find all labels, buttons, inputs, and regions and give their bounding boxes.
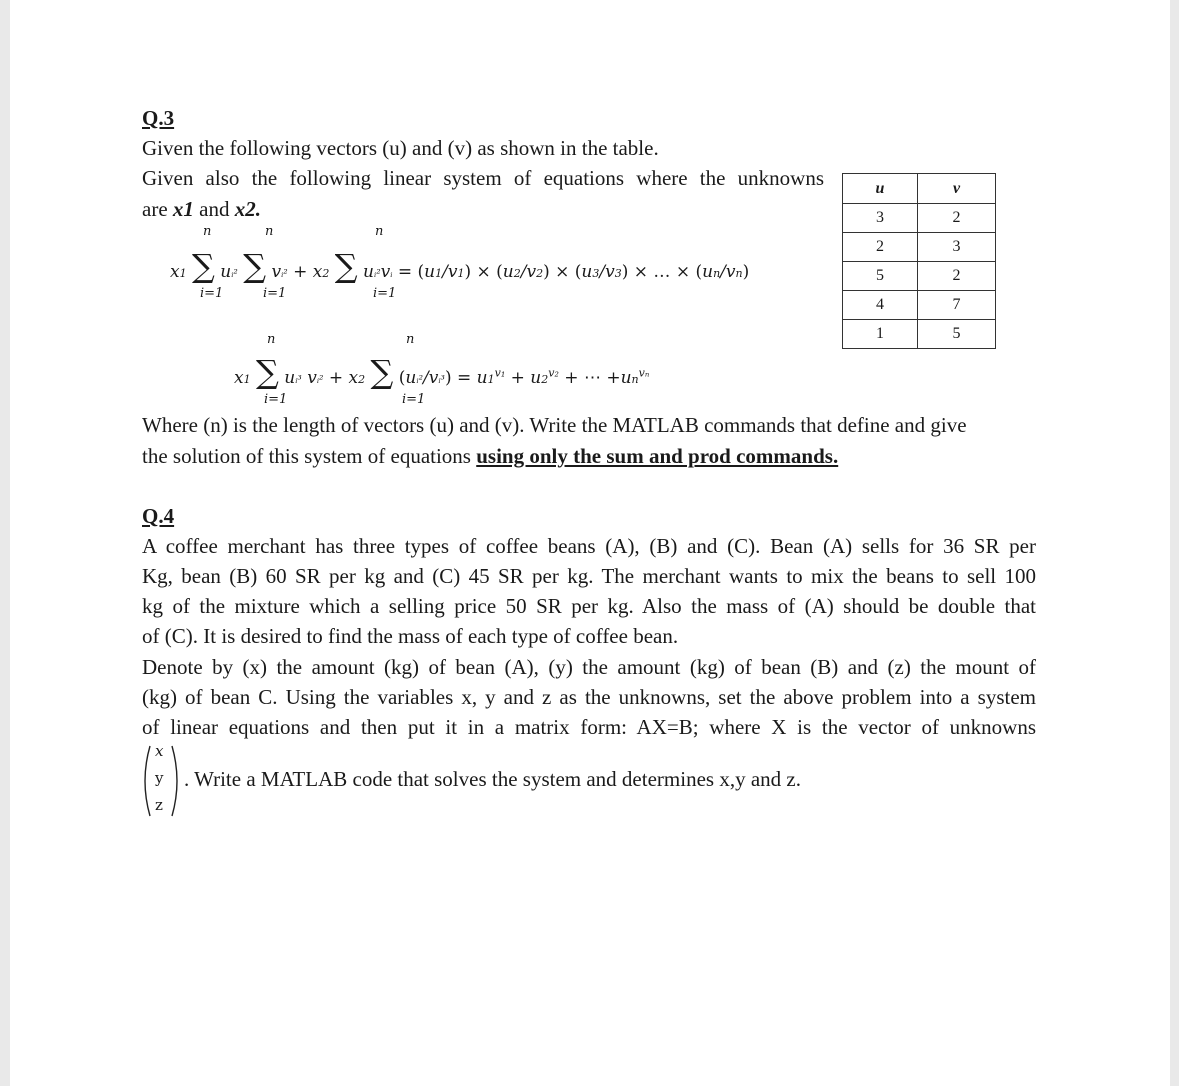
q4-line-5: Denote by (x) the amount (kg) of bean (A), (y) the amount (kg) of bean (B) and (z) the mount of	[142, 655, 1036, 679]
table-cell-u: 5	[843, 262, 918, 291]
q4-last-line: . Write a MATLAB code that solves the system and determines x,y and z.	[184, 767, 801, 791]
q4-heading: Q.4	[142, 504, 175, 528]
table-cell-v: 3	[918, 233, 996, 262]
document-page	[10, 0, 1170, 1086]
vector-z: z	[155, 796, 163, 814]
equation-2: n n x1 ∑ uᵢ³ vᵢ² + x2 ∑ (uᵢ²/vᵢ³) = $u1^{v_1} + u2^{v_2}$ + ⋯ $+un^{v_n}$ i=1 i=1	[234, 332, 650, 407]
q3-where-line-2-prefix: the solution of this system of equations	[142, 444, 477, 468]
table-row	[843, 291, 996, 320]
q3-where-line-1: Where (n) is the length of vectors (u) and (v). Write the MATLAB commands that define and give	[142, 413, 967, 437]
table-cell-u: 4	[843, 291, 918, 320]
q3-line-1: Given the following vectors (u) and (v) as shown in the table.	[142, 136, 659, 160]
unknowns-vector	[138, 742, 184, 820]
q3-line-3-and: and	[193, 197, 235, 221]
q3-line-2: Given also the following linear system of equations where the unknowns	[142, 166, 824, 190]
q3-emphasis: using only the sum and prod commands.	[476, 444, 839, 468]
q4-line-3: kg of the mixture which a selling price 50 SR per kg. Also the mass of (A) should be double that	[142, 594, 1036, 618]
q4-line-6: (kg) of bean C. Using the variables x, y and z as the unknowns, set the above problem into a system	[142, 685, 1036, 709]
q3-heading: Q.3	[142, 106, 175, 130]
table-row	[843, 320, 996, 349]
unknown-x2: x2.	[234, 197, 261, 221]
table-cell-v: 7	[918, 291, 996, 320]
table-cell-v: 5	[918, 320, 996, 349]
q4-line-1: A coffee merchant has three types of coffee beans (A), (B) and (C). Bean (A) sells for 36 SR per	[142, 534, 1036, 558]
table-cell-v: 2	[918, 262, 996, 291]
q4-line-2: Kg, bean (B) 60 SR per kg and (C) 45 SR per kg. The merchant wants to mix the beans to sell 100	[142, 564, 1036, 588]
equation-1: n n n x1 ∑ uᵢ² ∑ vᵢ² + x2 ∑ uᵢ²vᵢ = (u1/v1) × (u2/v2) × (u3/v3) × … × (un/vn) i=1 i=1 i=1	[170, 224, 750, 301]
table-header-v: v	[918, 174, 996, 204]
table-cell-u: 3	[843, 204, 918, 233]
table-row	[843, 233, 996, 262]
vector-x: x	[155, 742, 164, 760]
q4-line-7: of linear equations and then put it in a matrix form: AX=B; where X is the vector of unknowns	[142, 715, 1036, 739]
vector-y: y	[155, 769, 164, 787]
table-cell-v: 2	[918, 204, 996, 233]
unknown-x1: x1	[172, 197, 194, 221]
q3-where-line-2	[142, 441, 838, 471]
uv-table	[842, 173, 996, 349]
q4-line-4: of (C). It is desired to find the mass of each type of coffee bean.	[142, 624, 679, 648]
table-row	[843, 262, 996, 291]
table-cell-u: 2	[843, 233, 918, 262]
table-header-u: u	[843, 174, 918, 204]
table-row	[843, 204, 996, 233]
table-cell-u: 1	[843, 320, 918, 349]
q3-line-3-prefix: are	[142, 197, 173, 221]
